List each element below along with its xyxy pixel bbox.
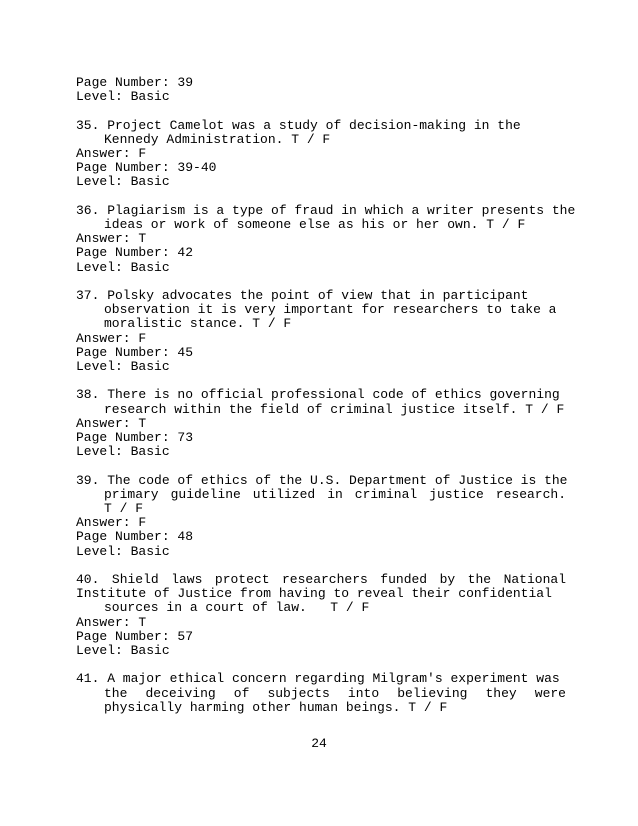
question-39 [76, 474, 566, 559]
question-text-line: primary guideline utilized in criminal justice research. [104, 486, 566, 502]
question-text-line: ideas or work of someone else as his or her own. T / F [104, 217, 526, 232]
level-line: Level: Basic [76, 643, 170, 659]
question-text-line: 40. Shield laws protect researchers funded by the National [76, 572, 566, 588]
question-text-line: 37. Polsky advocates the point of view that in participant [76, 288, 529, 303]
question-text-line: Institute of Justice from having to reveal their confidential [76, 586, 552, 602]
question-41 [76, 672, 566, 715]
answer-line: Answer: F [76, 330, 147, 346]
question-35 [76, 119, 566, 190]
answer-line: Answer: T [76, 614, 147, 630]
page-number-line: Page Number: 73 [76, 430, 194, 446]
question-text-line: the deceiving of subjects into believing they were [104, 685, 566, 701]
question-text-line: 36. Plagiarism is a type of fraud in which a writer presents the [76, 202, 576, 218]
question-36 [76, 202, 576, 275]
question-text-line: T / F [104, 501, 144, 517]
answer-line: Answer: T [76, 231, 147, 247]
level-line: Level: Basic [76, 543, 170, 559]
page-number-line: Page Number: 48 [76, 529, 194, 545]
page-number-line: Page Number: 42 [76, 245, 194, 261]
question-text-line: observation it is very important for researchers to take a [104, 302, 557, 318]
page-number-line: Page Number: 39-40 [76, 160, 217, 176]
question-38 [76, 388, 566, 459]
level-line: Level: Basic [76, 174, 170, 190]
answer-line: Answer: F [76, 515, 147, 531]
question-text-line: sources in a court of law. T / F [104, 600, 370, 616]
question-37 [76, 289, 566, 374]
question-text-line: research within the field of criminal justice itself. T / F [104, 401, 565, 417]
level-line: Level: Basic [76, 444, 170, 460]
page-number-line: Page Number: 39 [76, 75, 194, 90]
page-number-line: Page Number: 57 [76, 628, 194, 644]
answer-line: Answer: T [76, 415, 147, 431]
question-40 [76, 573, 566, 658]
question-text-line: 38. There is no official professional code of ethics governing [76, 387, 560, 403]
question-text-line: 41. A major ethical concern regarding Milgram's experiment was [76, 671, 560, 687]
question-text-line: 35. Project Camelot was a study of decision-making in the [76, 117, 521, 133]
question-text-line: moralistic stance. T / F [104, 316, 292, 332]
footer-page-number: 24 [311, 736, 327, 751]
document-body [76, 75, 576, 729]
question-text-line: physically harming other human beings. T / F [104, 699, 448, 715]
level-line: Level: Basic [76, 89, 170, 105]
answer-line: Answer: F [76, 146, 147, 161]
page-number-line: Page Number: 45 [76, 344, 194, 360]
question-text-line: Kennedy Administration. T / F [104, 131, 331, 147]
question-text-line: 39. The code of ethics of the U.S. Department of Justice is the [76, 472, 568, 488]
level-line: Level: Basic [76, 259, 170, 275]
header-block [76, 76, 566, 104]
level-line: Level: Basic [76, 359, 170, 375]
